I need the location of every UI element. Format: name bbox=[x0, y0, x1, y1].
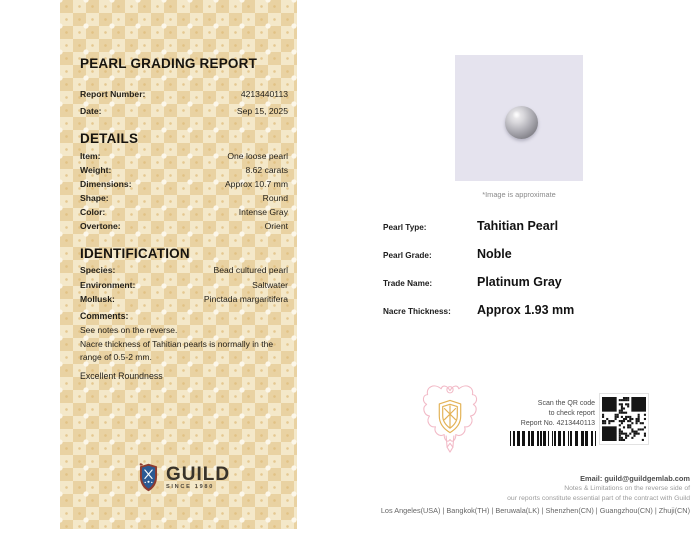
qr-report-number: Report No. 4213440113 bbox=[520, 420, 595, 427]
trade-name-label: Trade Name: bbox=[383, 279, 433, 288]
item-label: Item: bbox=[80, 151, 101, 161]
pearl-grade-value: Noble bbox=[477, 247, 512, 261]
ident-row-species bbox=[80, 265, 288, 280]
dimensions-label: Dimensions: bbox=[80, 179, 132, 189]
color-value: Intense Gray bbox=[238, 207, 288, 217]
species-label: Species: bbox=[80, 265, 116, 275]
qr-instructions bbox=[521, 399, 595, 429]
pearl-photo bbox=[455, 55, 583, 181]
footer-note-1: Notes & Limitations on the reverse side of bbox=[564, 485, 690, 492]
pearl-image bbox=[505, 106, 538, 139]
color-label: Color: bbox=[80, 207, 106, 217]
pearl-grade-label: Pearl Grade: bbox=[383, 251, 432, 260]
grading-fields bbox=[383, 219, 683, 331]
trade-name-value: Platinum Gray bbox=[477, 275, 562, 289]
guild-eagle-watermark-icon bbox=[420, 381, 480, 455]
guild-wordmark: GUILD bbox=[165, 463, 231, 485]
comments-label: Comments: bbox=[80, 311, 129, 321]
field-pearl-grade bbox=[383, 247, 683, 275]
footer bbox=[381, 473, 690, 516]
shape-label: Shape: bbox=[80, 193, 109, 203]
detail-row-dimensions bbox=[80, 179, 288, 193]
species-value: Bead cultured pearl bbox=[213, 265, 288, 275]
comment-line-1: See notes on the reverse. bbox=[80, 325, 178, 335]
report-date-row bbox=[80, 106, 288, 123]
identification-heading: IDENTIFICATION bbox=[80, 246, 190, 261]
ident-row-mollusk bbox=[80, 294, 288, 309]
item-value: One loose pearl bbox=[227, 151, 288, 161]
detail-row-color bbox=[80, 207, 288, 221]
detail-row-weight bbox=[80, 165, 288, 179]
guild-logo bbox=[80, 461, 288, 494]
footer-email: Email: guild@guildgemlab.com bbox=[580, 474, 690, 483]
photo-caption: *Image is approximate bbox=[482, 190, 556, 199]
nacre-thickness-label: Nacre Thickness: bbox=[383, 307, 451, 316]
field-pearl-type bbox=[383, 219, 683, 247]
comment-line-2: Nacre thickness of Tahitian pearls is normally in the range of 0.5-2 mm. bbox=[80, 339, 274, 362]
dimensions-value: Approx 10.7 mm bbox=[224, 179, 288, 189]
detail-row-overtone bbox=[80, 221, 288, 235]
report-date-value: Sep 15, 2025 bbox=[236, 106, 288, 116]
qr-line-1: Scan the QR code bbox=[537, 400, 595, 407]
weight-value: 8.62 carats bbox=[245, 165, 288, 175]
report-title: PEARL GRADING REPORT bbox=[80, 56, 258, 71]
report-front-panel bbox=[60, 0, 297, 529]
qr-line-2: to check report bbox=[548, 410, 595, 417]
qr-pattern bbox=[602, 397, 646, 441]
field-trade-name bbox=[383, 275, 683, 303]
details-section bbox=[80, 151, 288, 235]
overtone-value: Orient bbox=[264, 221, 288, 231]
guild-tagline: SINCE 1980 bbox=[165, 483, 215, 490]
identification-section bbox=[80, 265, 288, 309]
roundness-note: Excellent Roundness bbox=[80, 371, 163, 381]
guild-shield-icon bbox=[138, 461, 159, 494]
footer-note-2: our reports constitute essential part of the contract with Guild bbox=[507, 495, 690, 502]
report-number-value: 4213440113 bbox=[240, 89, 288, 99]
barcode bbox=[510, 431, 596, 446]
nacre-thickness-value: Approx 1.93 mm bbox=[477, 303, 575, 317]
report-meta bbox=[80, 89, 288, 123]
shape-value: Round bbox=[262, 193, 288, 203]
environment-value: Saltwater bbox=[252, 279, 288, 290]
qr-code[interactable] bbox=[599, 393, 649, 445]
ident-row-environment bbox=[80, 280, 288, 295]
report-number-row bbox=[80, 89, 288, 106]
footer-locations: Los Angeles(USA) | Bangkok(TH) | Beruwala(LK) | Shenzhen(CN) | Guangzhou(CN) | Zhuji(CN) bbox=[380, 506, 690, 515]
detail-row-shape bbox=[80, 193, 288, 207]
environment-label: Environment: bbox=[80, 279, 136, 290]
weight-label: Weight: bbox=[80, 165, 112, 175]
pearl-type-label: Pearl Type: bbox=[383, 223, 427, 232]
report-number-label: Report Number: bbox=[80, 89, 146, 99]
field-nacre-thickness bbox=[383, 303, 683, 331]
overtone-label: Overtone: bbox=[80, 221, 121, 231]
mollusk-value: Pinctada margaritifera bbox=[203, 294, 288, 304]
pearl-type-value: Tahitian Pearl bbox=[477, 219, 559, 233]
details-heading: DETAILS bbox=[80, 131, 139, 146]
mollusk-label: Mollusk: bbox=[80, 294, 115, 304]
report-date-label: Date: bbox=[80, 106, 102, 116]
detail-row-item bbox=[80, 151, 288, 165]
